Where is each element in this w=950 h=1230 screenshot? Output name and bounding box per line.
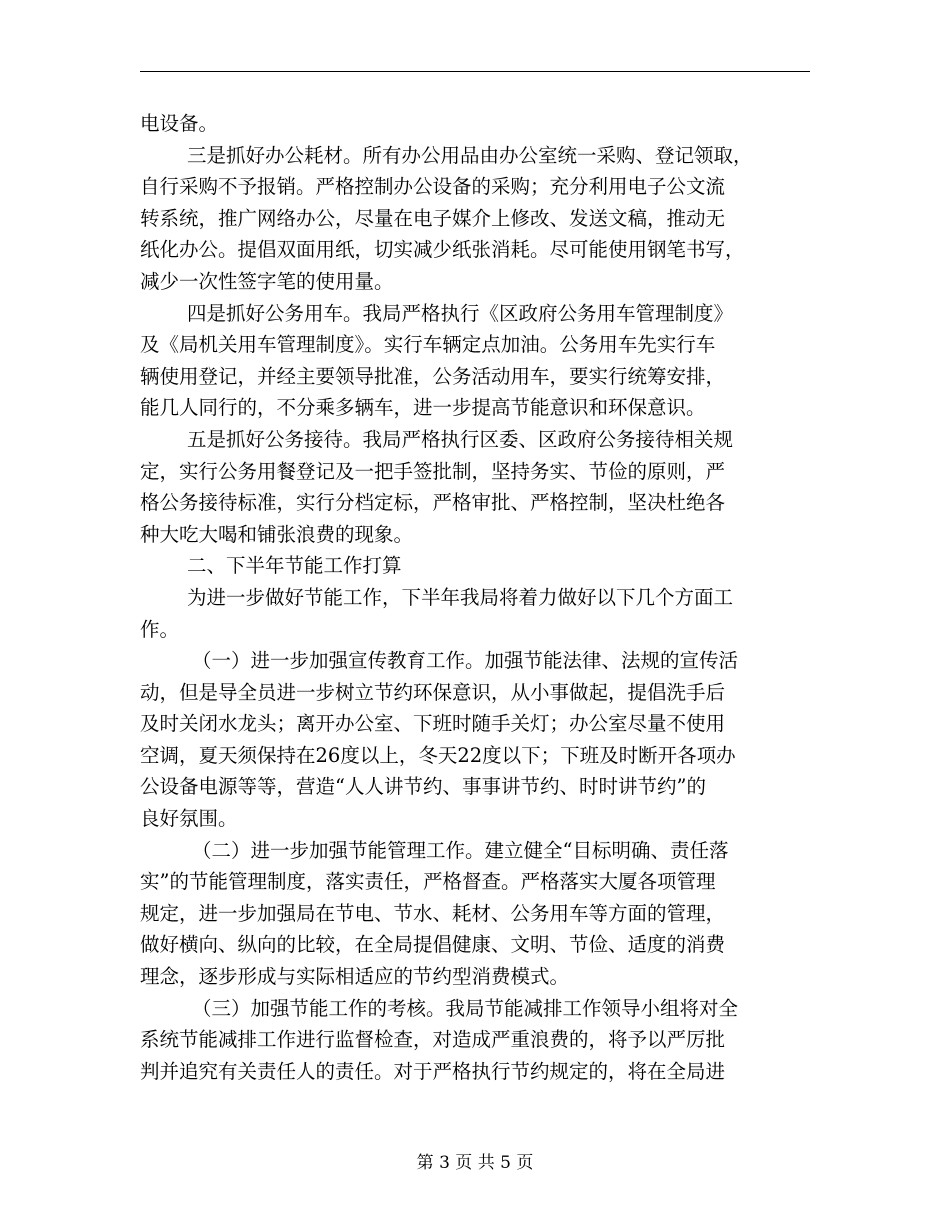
text-line: （一）进一步加强宣传教育工作。加强节能法律、法规的宣传活 [192, 649, 739, 673]
text-line: （三）加强节能工作的考核。我局节能减排工作领导小组将对全 [192, 996, 739, 1020]
text-line: 二、下半年节能工作打算 [187, 554, 402, 578]
text-line: 四是抓好公务用车。我局严格执行《区政府公务用车管理制度》 [187, 301, 734, 325]
text-line: 及时关闭水龙头；离开办公室、下班时随手关灯；办公室尽量不使用 [140, 712, 726, 736]
text-line: 及《局机关用车管理制度》。实行车辆定点加油。公务用车先实行车 [140, 333, 716, 357]
text-line: 定，实行公务用餐登记及一把手签批制，坚持务实、节俭的原则，严 [140, 459, 726, 483]
text-line: 种大吃大喝和铺张浪费的现象。 [140, 522, 414, 546]
text-line: 良好氛围。 [140, 807, 238, 831]
text-line: 作。 [140, 617, 180, 641]
text-line: 五是抓好公务接待。我局严格执行区委、区政府公务接待相关规 [187, 427, 734, 451]
text-line: 实”的节能管理制度，落实责任，严格督查。严格落实大厦各项管理 [140, 870, 716, 894]
text-line: 公设备电源等等，营造“人人讲节约、事事讲节约、时时讲节约”的 [140, 775, 706, 799]
text-line: 空调，夏天须保持在26度以上，冬天22度以下；下班及时断开各项办 [140, 743, 736, 767]
text-line: 规定，进一步加强局在节电、节水、耗材、公务用车等方面的管理， [140, 901, 726, 925]
text-line: 系统节能减排工作进行监督检查，对造成严重浪费的，将予以严厉批 [140, 1028, 726, 1052]
text-line: 减少一次性签字笔的使用量。 [140, 269, 394, 293]
text-line: 三是抓好办公耗材。所有办公用品由办公室统一采购、登记领取， [187, 143, 753, 167]
text-line: 为进一步做好节能工作，下半年我局将着力做好以下几个方面工 [187, 585, 734, 609]
text-line: 电设备。 [140, 112, 219, 135]
text-line: 格公务接待标准，实行分档定标，严格审批、严格控制，坚决杜绝各 [140, 491, 726, 515]
text-line: 自行采购不予报销。严格控制办公设备的采购；充分利用电子公文流 [140, 175, 726, 199]
text-line: 动，但是导全员进一步树立节约环保意识，从小事做起，提倡洗手后 [140, 680, 726, 704]
text-line: 做好横向、纵向的比较，在全局提倡健康、文明、节俭、适度的消费 [140, 933, 726, 957]
header-rule [140, 71, 810, 72]
text-line: 能几人同行的，不分乘多辆车，进一步提高节能意识和环保意识。 [140, 396, 706, 420]
text-line: 理念，逐步形成与实际相适应的节约型消费模式。 [140, 965, 570, 989]
text-line: （二）进一步加强节能管理工作。建立健全“目标明确、责任落 [192, 838, 729, 862]
body-text [140, 108, 812, 1087]
text-line: 辆使用登记，并经主要领导批准，公务活动用车，要实行统筹安排， [140, 364, 726, 388]
text-line: 纸化办公。提倡双面用纸，切实减少纸张消耗。尽可能使用钢笔书写， [140, 238, 745, 262]
page-footer: 第 3 页 共 5 页 [416, 1153, 534, 1173]
text-line: 转系统，推广网络办公，尽量在电子媒介上修改、发送文稿，推动无 [140, 206, 726, 230]
text-line: 判并追究有关责任人的责任。对于严格执行节约规定的，将在全局进 [140, 1059, 726, 1083]
